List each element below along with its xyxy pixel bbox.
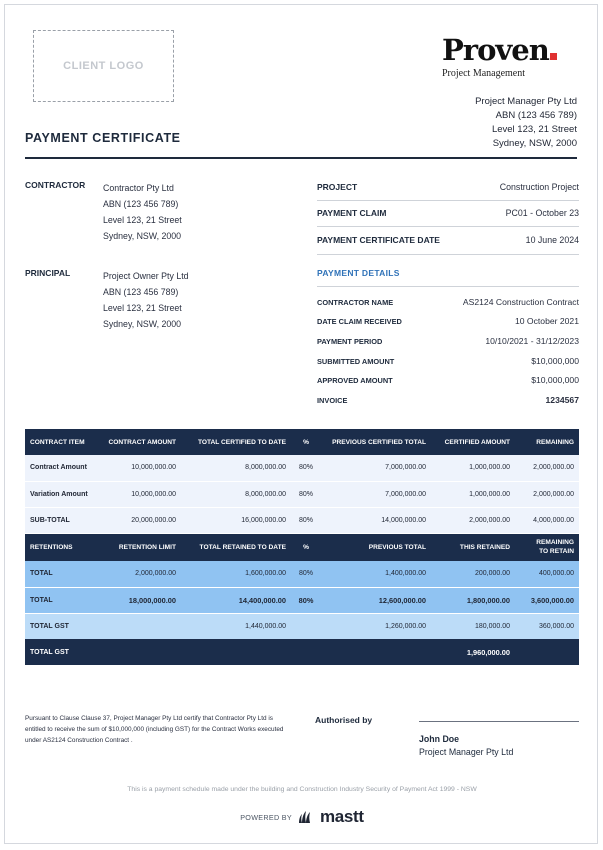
table-row: Contract Amount 10,000,000.00 8,000,000.00 80% 7,000,000.00 1,000,000.00 2,000,000.00 [25, 455, 579, 481]
brand-name: Proven [442, 35, 577, 65]
summary-certificate-date: PAYMENT CERTIFICATE DATE 10 June 2024 [317, 235, 579, 245]
signature-line [419, 721, 579, 722]
signer-company: Project Manager Pty Ltd [419, 747, 514, 757]
page-title: PAYMENT CERTIFICATE [25, 131, 181, 145]
detail-submitted-amount: SUBMITTED AMOUNT $10,000,000 [317, 356, 579, 366]
subtotal-row: SUB-TOTAL 20,000,000.00 16,000,000.00 80% 14,000,000.00 2,000,000.00 4,000,000.00 [25, 507, 579, 533]
detail-date-claim-received: DATE CLAIM RECEIVED 10 October 2021 [317, 316, 579, 326]
payment-certificate-page: CLIENT LOGO Proven Project Management Project Manager Pty Ltd ABN (123 456 789) Level 123, 21 Street Sydney, NSW, 2000 PAYMENT CERTIFICATE CONTRACTOR Contractor Pty Ltd ABN (123 456 789) Level 123, 21 Street Sydney, NSW, 2000 PRINCIPAL Project Owner Pty Ltd ABN (123 456 789) Level 123, 21 Street Sydney, NSW, 2000 PROJECT Construction Project PAYMENT CLAIM PC01 - October 23 PAYMENT CERTIFICATE DATE 10 June 2024 PAYMENT DETAILS CONTRACTOR NAME AS2124 Construction Contract DATE CLAIM RECEIVED 10 October 2021 PAYMENT PERIOD 10/10/2021 - 31/12/2023 SUBMITTED AMOUNT $10,000,000 APPROVED AMOUNT $10,000,000 INVOICE 1234567 CONTRACT ITEM CONTRACT AMOUNT TOTAL CERTIFIED TO DATE % PREVIOUS CERTIFIED TOTAL CERTIFIED AMOUNT REMAINING Contract Amount 10,000,000.00 8,000,000.00 80% 7,000,000.00 1,000,000.00 2,000,000.00 Variation Amount 10,000,000.00 8,000,000.00 80% 7,000,000.00 1,000,000.00 2,000,000.00 SUB-TOTAL 20,000,000.00 16,000,000.00 80% 14,000,000.00 2,000,000.00 4,000,000.00 RETENTIONS RETENTION LIMIT TOTAL RETAINED TO DATE % PREVIOUS TOTAL THIS RETAINED REMAINING TO RETAIN TOTAL 2,000,000.00 1,600,000.00 80% 1,400,000.00 200,000.00 400,000.00 TOTAL 18,000,000.00 14,400,000.00 80% 12,600,000.00 1,800,000.00 3,600,000.00 TOTAL GST 1,440,000.00 1,260,000.00 180,000.00 360,000.00 TOTAL GST 1,960,000.00 Pursuant to Clause Clause 37, Project Manager Pty Ltd certify that Contractor Pty Ltd is entitled to receive the sum of $10,000,000 (including GST) for the Contract Works executed under AS2124 Construction Contract . Authorised by John Doe Project Manager Pty Ltd This is a payment schedule made under the building and Construction Industry Security of Payment Act 1999 - NSW POWERED BY mastt [4, 4, 598, 844]
detail-contractor-name: CONTRACTOR NAME AS2124 Construction Contract [317, 297, 579, 307]
signer-block [419, 733, 513, 759]
summary-divider [317, 254, 579, 255]
summary-project: PROJECT Construction Project [317, 182, 579, 192]
summary-divider [317, 226, 579, 227]
grand-total-row: TOTAL 18,000,000.00 14,400,000.00 80% 12,600,000.00 1,800,000.00 3,600,000.00 [25, 587, 579, 613]
payment-details-title: PAYMENT DETAILS [317, 268, 400, 278]
powered-by: POWERED BY mastt [240, 807, 364, 826]
certification-statement: Pursuant to Clause Clause 37, Project Manager Pty Ltd certify that Contractor Pty Ltd is entitled to receive the sum of $10,000,000 (including GST) for the Contract Works executed under AS2124 Construction Contract . [25, 715, 284, 744]
pm-address: Project Manager Pty Ltd ABN (123 456 789) Level 123, 21 Street Sydney, NSW, 2000 [475, 96, 577, 149]
retention-header-row: RETENTIONS RETENTION LIMIT TOTAL RETAINED TO DATE % PREVIOUS TOTAL THIS RETAINED REMAINING TO RETAIN [25, 533, 579, 561]
summary-payment-claim: PAYMENT CLAIM PC01 - October 23 [317, 208, 579, 218]
total-gst-row: TOTAL GST 1,440,000.00 1,260,000.00 180,000.00 360,000.00 [25, 613, 579, 639]
detail-invoice: INVOICE 1234567 [317, 395, 579, 405]
payment-details-divider [317, 286, 579, 287]
summary-divider [317, 200, 579, 201]
detail-approved-amount: APPROVED AMOUNT $10,000,000 [317, 375, 579, 385]
brand-dot-icon [550, 53, 557, 60]
mastt-brand: mastt [319, 807, 364, 826]
table-row: Variation Amount 10,000,000.00 8,000,000.00 80% 7,000,000.00 1,000,000.00 2,000,000.00 [25, 481, 579, 507]
detail-payment-period: PAYMENT PERIOD 10/10/2021 - 31/12/2023 [317, 336, 579, 346]
legal-note: This is a payment schedule made under the building and Construction Industry Security of Payment Act 1999 - NSW [127, 786, 477, 793]
authorised-by-label: Authorised by [315, 715, 373, 725]
signer-name: John Doe [419, 734, 460, 744]
brand-logo [442, 35, 577, 79]
contract-header-row: CONTRACT ITEM CONTRACT AMOUNT TOTAL CERTIFIED TO DATE % PREVIOUS CERTIFIED TOTAL CERTIFIED AMOUNT REMAINING [25, 429, 579, 455]
retention-total-row: TOTAL 2,000,000.00 1,600,000.00 80% 1,400,000.00 200,000.00 400,000.00 [25, 561, 579, 587]
client-logo-placeholder: CLIENT LOGO [33, 30, 174, 102]
final-gst-row: TOTAL GST 1,960,000.00 [25, 639, 579, 665]
brand-subtitle: Project Management [442, 68, 526, 79]
title-divider [25, 157, 577, 159]
payment-table [25, 429, 579, 665]
mastt-logo-icon [298, 809, 314, 825]
